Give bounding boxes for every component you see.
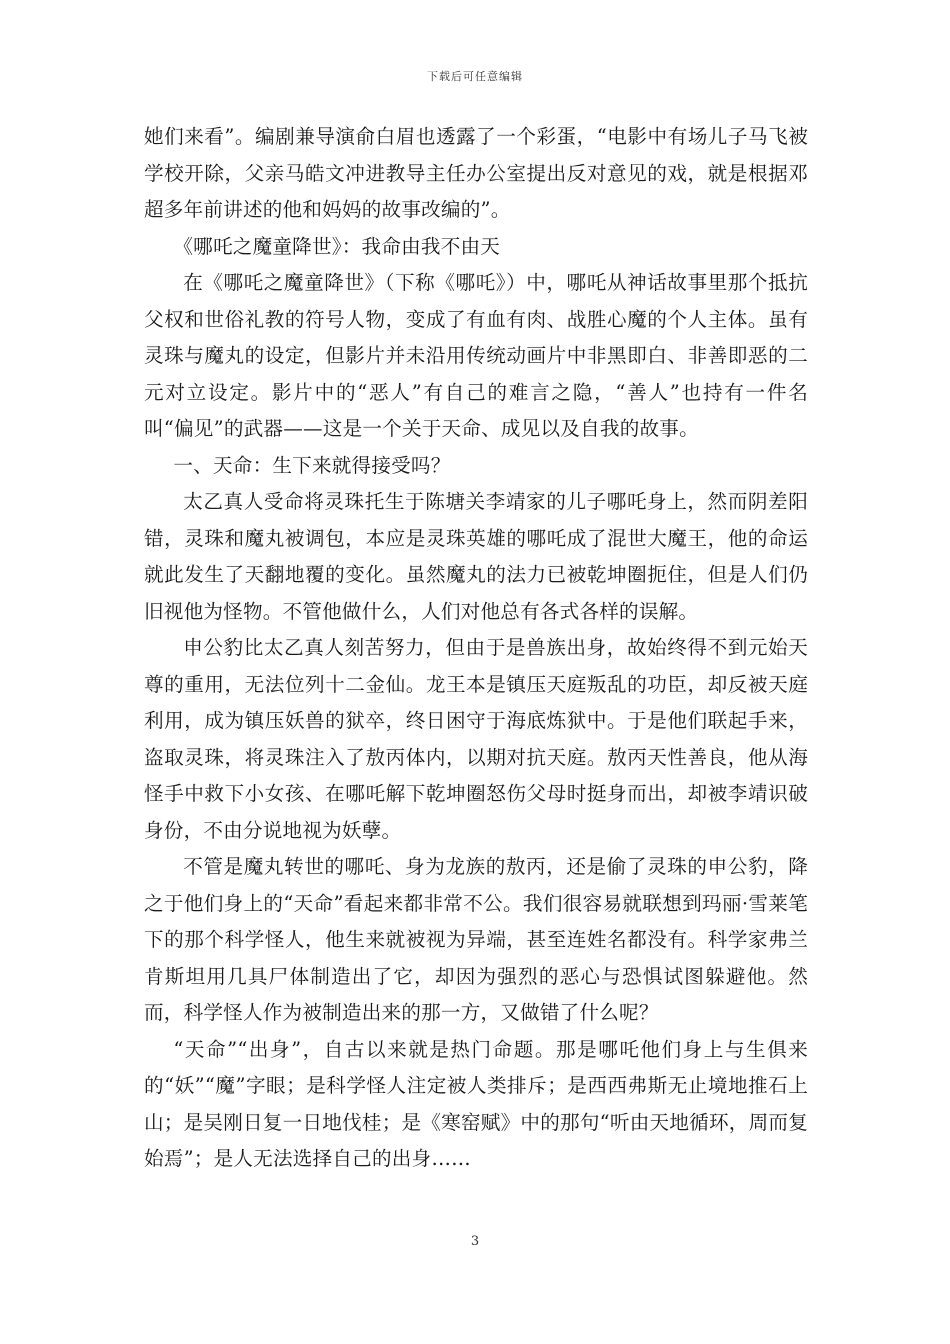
section-heading: 《哪吒之魔童降世》：我命由我不由天: [173, 234, 501, 258]
page-header: 下载后可任意编辑: [427, 70, 523, 83]
document-body: [144, 119, 808, 1178]
paragraph: “天命”“出身”，自古以来就是热门命题。那是哪吒他们身上与生俱来的“妖”“魔”字眼；是科学怪人注定被人类排斥；是西西弗斯无止境地推石上山；是吴刚日复一日地伐桂；是《寒窑赋》中的那句“听由天地循环，周而复始焉”；是人无法选择自己的出身……: [144, 1037, 808, 1170]
paragraph: 在《哪吒之魔童降世》（下称《哪吒》）中，哪吒从神话故事里那个抵抗父权和世俗礼教的符号人物，变成了有血有肉、战胜心魔的个人主体。虽有灵珠与魔丸的设定，但影片并未沿用传统动画片中非黑即白、非善即恶的二元对立设定。影片中的“恶人”有自己的难言之隐，“善人”也持有一件名叫“偏见”的武器——这是一个关于天命、成见以及自我的故事。: [144, 271, 808, 440]
section-heading: 一、天命：生下来就得接受吗？: [173, 453, 451, 477]
paragraph: 不管是魔丸转世的哪吒、身为龙族的敖丙，还是偷了灵珠的申公豹，降之于他们身上的“天命”看起来都非常不公。我们很容易就联想到玛丽·雪莱笔下的那个科学怪人，他生来就被视为异端，甚至连姓名都没有。科学家弗兰肯斯坦用几具尸体制造出了它，却因为强烈的恶心与恐惧试图躲避他。然而，科学怪人作为被制造出来的那一方，又做错了什么呢？: [144, 855, 808, 1024]
page-number: 3: [470, 1234, 480, 1249]
paragraph: 她们来看”。编剧兼导演俞白眉也透露了一个彩蛋，“电影中有场儿子马飞被学校开除，父亲马皓文冲进教导主任办公室提出反对意见的戏，就是根据邓超多年前讲述的他和妈妈的故事改编的”。: [144, 125, 808, 221]
paragraph: 太乙真人受命将灵珠托生于陈塘关李靖家的儿子哪吒身上，然而阴差阳错，灵珠和魔丸被调包，本应是灵珠英雄的哪吒成了混世大魔王，他的命运就此发生了天翻地覆的变化。虽然魔丸的法力已被乾坤圈扼住，但是人们仍旧视他为怪物。不管他做什么，人们对他总有各式各样的误解。: [144, 490, 808, 623]
paragraph: 申公豹比太乙真人刻苦努力，但由于是兽族出身，故始终得不到元始天尊的重用，无法位列十二金仙。龙王本是镇压天庭叛乱的功臣，却反被天庭利用，成为镇压妖兽的狱卒，终日困守于海底炼狱中。于是他们联起手来，盗取灵珠，将灵珠注入了敖丙体内，以期对抗天庭。敖丙天性善良，他从海怪手中救下小女孩、在哪吒解下乾坤圈怒伤父母时挺身而出，却被李靖识破身份，不由分说地视为妖孽。: [144, 636, 808, 842]
